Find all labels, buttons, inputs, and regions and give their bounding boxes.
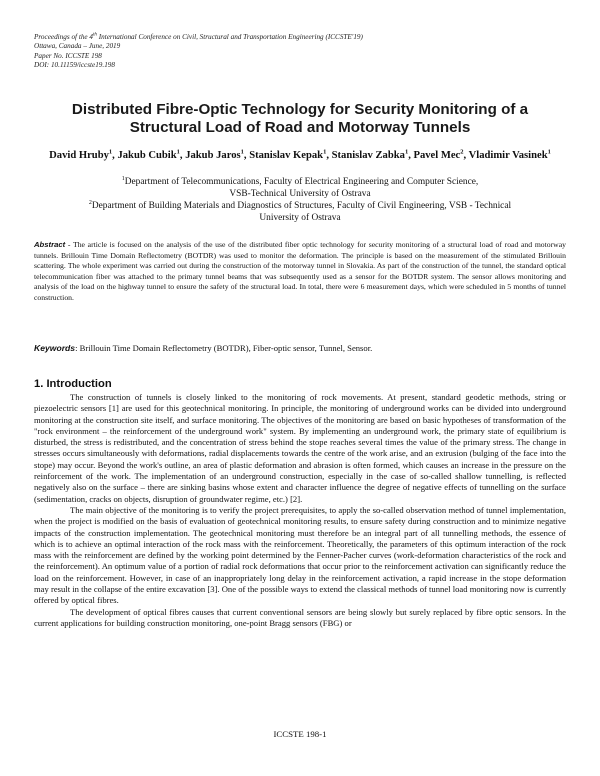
keywords-label: Keywords bbox=[34, 343, 76, 353]
paper-title: Distributed Fibre-Optic Technology for Security Monitoring of a Structural Load of Road and Motorway Tunnels bbox=[71, 101, 529, 136]
keywords-text: : Brillouin Time Domain Reflectometry (BOTDR), Fiber-optic sensor, Tunnel, Sensor. bbox=[75, 343, 373, 353]
author: Vladimir Vasinek bbox=[468, 150, 548, 161]
header-doi: DOI: 10.11159/iccste19.198 bbox=[34, 61, 115, 70]
author-list: David Hruby$^1$, Jakub Cubik$^1$, Jakub Jaros$^1$, Stanislav Kepak$^1$, Stanislav Zabka$^1$, Pavel Mec$^2$, Vladimir Vasinek$^1$ bbox=[49, 148, 551, 161]
author: Stanislav Kepak bbox=[249, 150, 324, 161]
affiliation-2: $^2$Department of Building Materials and Diagnostics of Structures, Faculty of Civil Engineering, VSB - Technical University of Ostrava bbox=[88, 199, 512, 223]
paragraph: The development of optical fibres causes that current conventional sensors are being slowly but surely replaced by fibre optic sensors. In the current applications for building construction monitoring, one-point Bragg sensors (FBG) or bbox=[34, 606, 566, 628]
abstract bbox=[34, 240, 566, 304]
author: Jakub Cubik bbox=[117, 150, 177, 161]
author: Stanislav Zabka bbox=[331, 150, 405, 161]
page-footer: ICCSTE 198-1 bbox=[273, 729, 327, 739]
header-line-3: Paper No. ICCSTE 198 bbox=[34, 51, 102, 60]
affiliation-1: $^1$Department of Telecommunications, Faculty of Electrical Engineering and Computer Science, VSB-Technical University of Ostrava bbox=[121, 175, 479, 199]
paragraph: The main objective of the monitoring is to verify the project prerequisites, to apply the so-called observation method of tunnel implementation, when the project is modified on the basis of evaluation of geotechnical monitoring results, to ensure safety during construction and to minimize negative impacts of the construction implementation. The geotechnical monitoring must therefore be an integral part of all tunnelling methods, the essence of which is to achieve an optimal interaction of the rock mass with the reinforcement. Theoretically, the parameters of this optimum interaction of the rock mass with the reinforcement are defined by the working point determined by the Fenner-Pacher curves (work-deformation characteristics of the rock and the reinforcement). An optimum value of a portion of radial rock deformations that occur prior to the reinforcement activation can significantly reduce the load on the reinforcement. However, in case of an inappropriately long delay in the reinforcement activation, a rapid increase in the stope deformation may result in the collapse of the entire excavation [3]. One of the possible ways to extend the classical methods of tunnel load monitoring now is currently offered by optical fibres. bbox=[34, 504, 566, 606]
author: David Hruby bbox=[49, 150, 109, 161]
paragraph: The construction of tunnels is closely linked to the monitoring of rock movements. At present, standard geodetic methods, string or piezoelectric sensors [1] are used for this geotechnical monitoring. In principle, the monitoring of underground works can be divided into underground monitoring at the construction site itself, and surface monitoring. The objectives of the monitoring are based on basic hypotheses of transformation of the "rock environment – the reinforcement of the underground work" system. By implementing an underground work, the primary state of equilibrium is disturbed, the stress is redistributed, and the concentration of stress behind the stope reaches several times the value of the primary stress. The change in stresses occurs simultaneously with deformations, radial displacements towards the centre of the work arise, and an extrusion (bulging of the face into the stope) may occur. Beyond the work's outline, an area of plastic deformation and abrasion is often formed, which causes an increase in the pressure on the reinforcement of the work. The implementation of an underground construction, especially in the case of so-called shallow tunnelling, is reflected negatively also on the surface – there are sinking basins whose extent and character influence the degree of negative effects of tunnelling on the surface (sedimentation, cracks on objects, disruption of groundwater regime, etc.) [2]. bbox=[34, 392, 566, 504]
keywords bbox=[34, 343, 566, 354]
section-heading: 1. Introduction bbox=[34, 378, 112, 390]
proceedings-header bbox=[34, 33, 363, 71]
body-text bbox=[34, 392, 566, 629]
header-line-2: Ottawa, Canada – June, 2019 bbox=[34, 42, 121, 51]
author: Pavel Mec bbox=[413, 150, 461, 161]
header-line-1: Proceedings of the 4th International Conference on Civil, Structural and Transportation Engineering (ICCSTE'19) bbox=[34, 32, 363, 41]
abstract-text: - The article is focused on the analysis of the use of the distributed fiber optic technology for security monitoring of a structural load of road and motorway tunnels. Brillouin Time Domain Reflectometry (BOTDR) was used to monitor the deformation. The principle is based on the measurement of the stimulated Brillouin scattering. The whole experiment was carried out during the construction of the motorway tunnel in Slovakia. As part of the construction of the tunnel, the standard optical telecommunication fiber was attached to the primary tunnel beams that was subsequently used as a sensor for the BOTDR system. The sensor allows monitoring and analysis of the load on the highway tunnel to ensure the safety of the structural load. In total, there were 6 measurement days, which were scheduled in 5 months of tunnel construction. bbox=[34, 240, 566, 302]
author: Jakub Jaros bbox=[185, 150, 241, 161]
abstract-label: Abstract bbox=[34, 240, 66, 249]
